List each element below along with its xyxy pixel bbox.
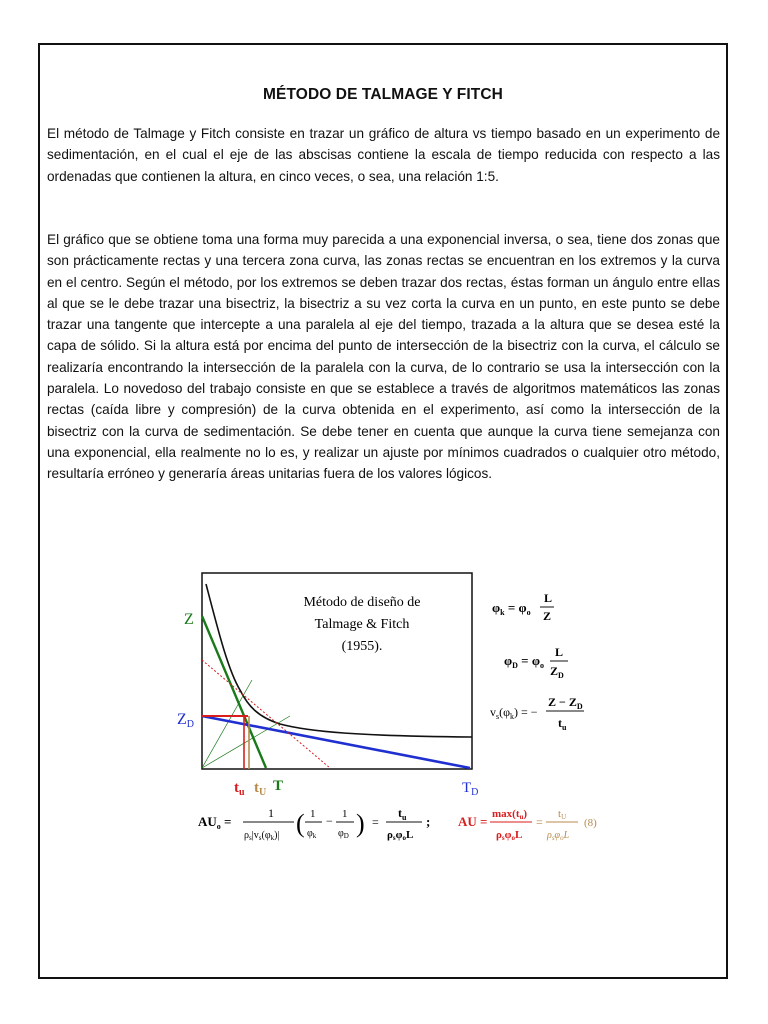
equation-number: (8) — [584, 817, 597, 829]
svg-text:1: 1 — [268, 806, 274, 820]
svg-text:φk = φo: $\varphi_k = \varphi_o$ — [492, 600, 531, 617]
equation-phi-k — [492, 591, 554, 623]
blue-line-zd-td — [202, 716, 470, 768]
svg-text:φD = φo: $\varphi_D = \varphi_o$ — [504, 653, 544, 670]
label-tU: $t_U$ — [254, 780, 267, 798]
equation-vs — [490, 695, 584, 732]
label-td: $T_D$ — [462, 780, 479, 798]
svg-text:ρs|vs(φk)|: $\rho_s|v_s(\varphi_k)|$ — [244, 830, 280, 842]
equation-phi-d — [504, 645, 568, 680]
caption-line-3: (1955). — [341, 639, 383, 654]
red-dotted-line — [202, 660, 330, 768]
talmage-fitch-figure — [140, 520, 600, 842]
svg-text:φk: $\varphi_k$ — [307, 828, 317, 840]
svg-text:L: L — [555, 645, 564, 659]
svg-text:−: − — [326, 814, 333, 828]
document-title: MÉTODO DE TALMAGE Y FITCH — [263, 86, 503, 103]
svg-text:ρsφoL: ρsφoL — [496, 829, 523, 842]
svg-text:=: = — [372, 815, 379, 829]
svg-text:AU =: AU = — [458, 814, 488, 829]
figure-svg — [140, 520, 600, 842]
svg-text:(: ( — [296, 809, 305, 838]
svg-text:Z: Z — [543, 609, 552, 623]
document-page — [38, 43, 728, 979]
label-T: T — [273, 778, 284, 794]
svg-text:=: = — [536, 815, 543, 829]
label-tu: $t_u$ — [234, 780, 245, 798]
svg-text:max(tu): max(tu) — [492, 808, 528, 821]
svg-text:ZD: $Z_D$ — [550, 664, 564, 680]
caption-line-2: Talmage & Fitch — [314, 617, 410, 632]
svg-text:1: 1 — [310, 808, 316, 820]
svg-text:vs(φk) = −: $v_s(\varphi_k)$ = − — [490, 705, 538, 721]
svg-text:): ) — [356, 809, 365, 838]
label-zd: ZD — [177, 711, 195, 730]
svg-text:L: L — [544, 591, 553, 605]
svg-text:tu: $t_u$ — [558, 716, 567, 732]
svg-text:1: 1 — [342, 808, 348, 820]
svg-text:φD: $\varphi_D$ — [338, 828, 349, 840]
svg-text:ρsφoL: ρsφoL — [387, 829, 414, 842]
tangent-line-green — [202, 616, 266, 768]
svg-text:tu: $t_u$ — [398, 806, 407, 822]
paragraph-intro: El método de Talmage y Fitch consiste en trazar un gráfico de altura vs tiempo basado en un experimento de sedimentación, en el cual el eje de las abscisas contiene la escala de tiempo reducida con respecto a las ordenadas que contienen la altura, en cinco veces, o sea, una relación 1:5. — [47, 126, 720, 184]
svg-text:Z − ZD: $Z - Z_D$ — [548, 695, 583, 711]
svg-text:AUo =: $AU_o$ = — [198, 814, 232, 831]
caption-line-1: Método de diseño de — [303, 595, 421, 610]
svg-text:tU: tU — [558, 808, 567, 821]
svg-text:ρsφoL: $\rho_s\varphi_oL$ — [547, 830, 570, 842]
svg-text:;: ; — [426, 814, 431, 829]
label-z: Z — [184, 611, 194, 628]
paragraph-method: El gráfico que se obtiene toma una forma muy parecida a una exponencial inversa, o sea, tiene dos zonas que son prácticamente rectas y una tercera zona curva, las zonas rectas se encuentran en los extremos y la curva en el centro. Según el método, por los extremos se deben trazar dos rectas, éstas forman un ángulo entre ellas al que se le debe trazar una bisectriz, la bisectriz a su vez corta la curva en un punto, en este punto se debe trazar una tangente que intercepte a una paralela al eje del tiempo, trazada a la altura que se desea esté la capa de sólido. Si la altura está por encima del punto de intersección de la bisectriz con la curva, el cálculo se realizaría encontrando la intersección de la paralela con la curva, de lo contrario se usa la intersección con la paralela. Lo novedoso del trabajo consiste en que se establece a través de algoritmos matemáticos las zonas rectas (caída libre y compresión) de la curva obtenida en el experimento, así como la intersección de la bisectriz con la curva de sedimentación. Se debe tener en cuenta que aunque la curva tiene semejanza con una exponencial, ella realmente no lo es, y realizar un ajuste por mínimos cuadrados o cualquier otro método, resultaría erróneo y generaría áreas unitarias fuera de los valores lógicos. — [47, 232, 720, 482]
